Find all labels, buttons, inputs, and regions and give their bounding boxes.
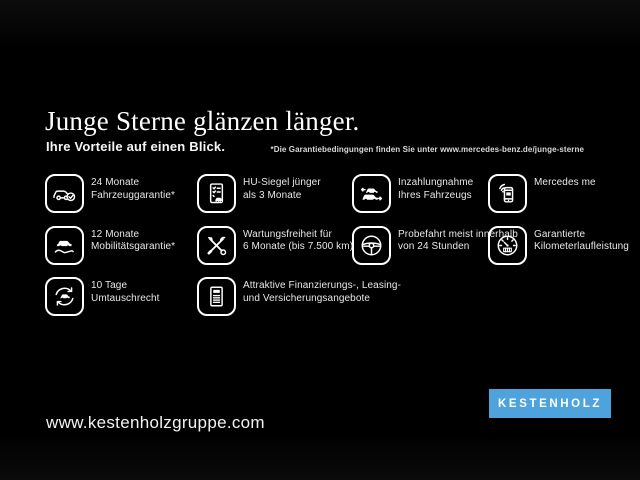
benefit-item-mercedes-me <box>488 174 608 213</box>
calculator-icon <box>197 277 236 316</box>
workshop-tools-icon <box>197 226 236 265</box>
benefit-item-exchange-right <box>45 277 197 316</box>
benefit-item-maintenance-free <box>197 226 352 265</box>
benefit-label: Inzahlungnahme Ihres Fahrzeugs <box>398 177 474 201</box>
benefit-label: Garantierte Kilometerlaufleistung <box>534 228 629 252</box>
steering-wheel-icon <box>352 226 391 265</box>
car-on-hand-icon <box>45 226 84 265</box>
kestenholz-logo-text: KESTENHOLZ <box>498 397 602 410</box>
speedometer-icon <box>488 226 527 265</box>
benefit-item-hu-seal <box>197 174 352 213</box>
benefit-label: Mercedes me <box>534 177 596 188</box>
benefit-label: 24 Monate Fahrzeuggarantie* <box>91 177 175 201</box>
warranty-disclaimer: *Die Garantiebedingungen finden Sie unter www.mercedes-benz.de/junge-sterne <box>270 145 584 154</box>
benefit-item-vehicle-warranty <box>45 174 197 213</box>
trade-in-cars-icon <box>352 174 391 213</box>
benefit-label: Wartungsfreiheit für 6 Monate (bis 7.500 km) <box>243 228 354 252</box>
benefits-grid <box>45 174 629 329</box>
benefit-label: Attraktive Finanzierungs-, Leasing- und Versicherungsangebote <box>243 280 402 304</box>
benefit-item-trade-in <box>352 174 488 213</box>
page-subtitle: Ihre Vorteile auf einen Blick. <box>46 139 226 154</box>
benefit-label: HU-Siegel jünger als 3 Monate <box>243 177 321 201</box>
kestenholz-logo <box>489 389 611 418</box>
benefit-item-guaranteed-mileage <box>488 226 629 265</box>
benefit-item-test-drive <box>352 226 518 265</box>
inspection-report-icon <box>197 174 236 213</box>
benefit-label: 10 Tage Umtauschrecht <box>91 280 160 304</box>
dealer-website-url: www.kestenholzgruppe.com <box>46 413 265 432</box>
exchange-car-icon <box>45 277 84 316</box>
benefit-item-financing-offers <box>197 277 402 316</box>
car-check-icon <box>45 174 84 213</box>
benefit-label: 12 Monate Mobilitätsgarantie* <box>91 228 176 252</box>
benefit-item-mobility-warranty <box>45 226 197 265</box>
smartphone-icon <box>488 174 527 213</box>
page-title: Junge Sterne glänzen länger. <box>45 106 360 136</box>
benefit-label: Probefahrt meist innerhalb von 24 Stunden <box>398 228 518 252</box>
